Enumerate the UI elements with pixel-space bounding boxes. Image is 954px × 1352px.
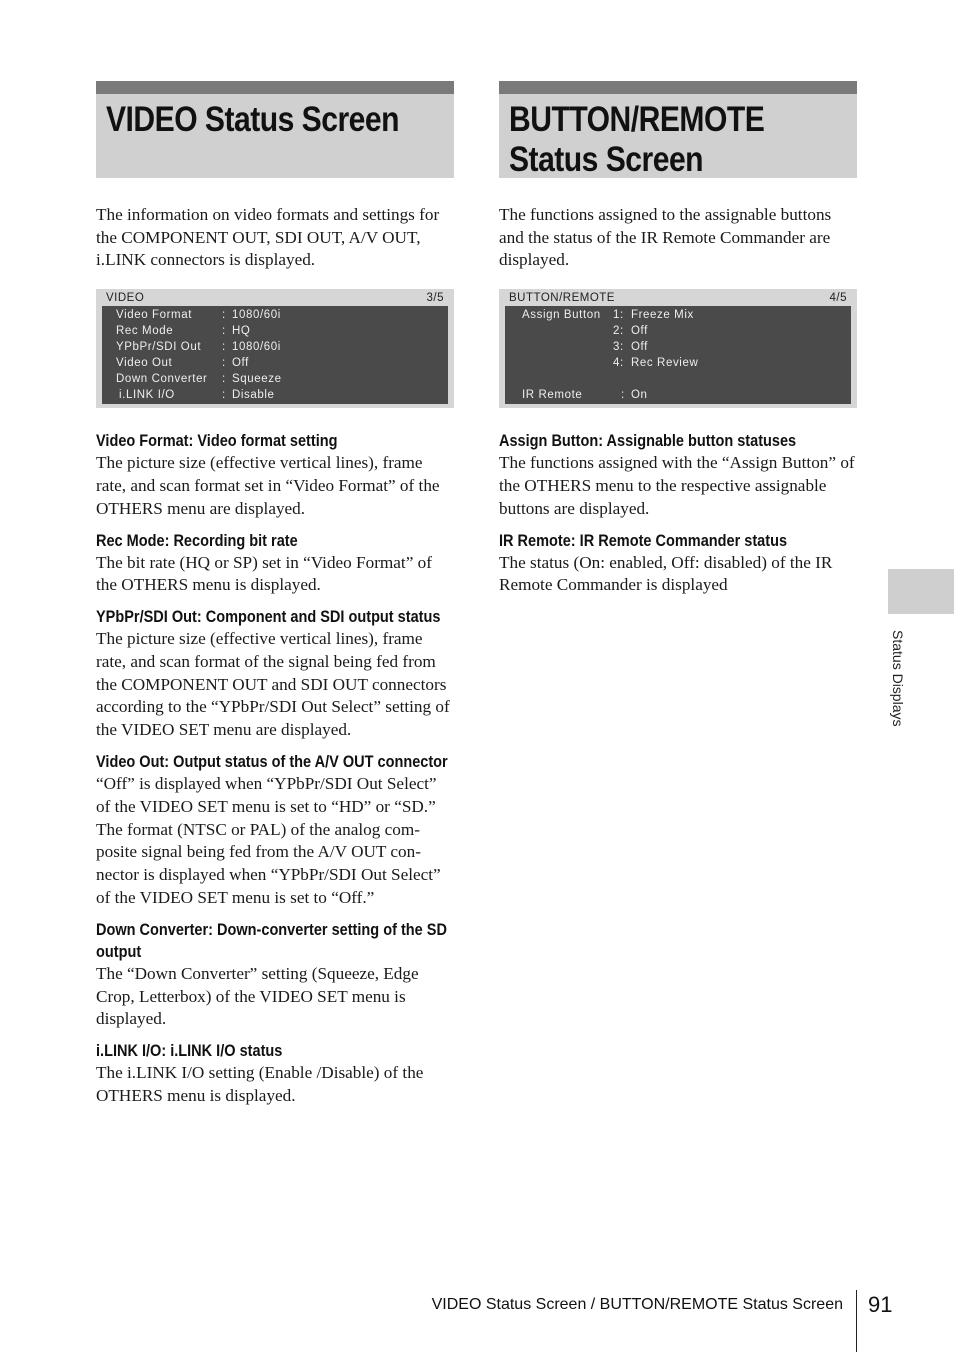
- section-assign-button: [499, 430, 857, 520]
- footer-divider: [856, 1290, 857, 1352]
- screen-row: Assign Button 1: Freeze Mix: [522, 309, 694, 322]
- page-number: 91: [868, 1292, 893, 1317]
- screen-row: 3: Off: [613, 341, 648, 354]
- screen-row: IR Remote : On: [522, 389, 648, 402]
- section-video-format: [96, 430, 454, 520]
- screen-body: [505, 306, 851, 404]
- section-heading: IR Remote: IR Remote Commander status: [499, 531, 788, 550]
- section-body: “Off” is displayed when “YPbPr/SDI Out Select” of the VIDEO SET menu is set to “HD” or “SD.” The format (NTSC or PAL) of the analog com-posite signal being fed from the A/V OUT con-nector is displayed when “YPbPr/SDI Out Select” of the VIDEO SET menu is set to “Off.”: [96, 774, 441, 908]
- section-body: The i.LINK I/O setting (Enable /Disable) of the OTHERS menu is displayed.: [96, 1063, 424, 1106]
- video-intro: The information on video formats and settings for the COMPONENT OUT, SDI OUT, A/V OUT, i.LINK connectors is displayed.: [96, 205, 440, 270]
- screen-header: [505, 291, 851, 306]
- screen-row: [505, 371, 851, 387]
- section-body: The status (On: enabled, Off: disabled) of the IR Remote Commander is displayed: [499, 552, 833, 595]
- video-status-column: [96, 81, 454, 1117]
- screen-row: YPbPr/SDI Out : 1080/60i: [116, 341, 281, 354]
- section-body: The “Down Converter” setting (Squeeze, Edge Crop, Letterbox) of the VIDEO SET menu is displayed.: [96, 963, 419, 1029]
- screen-page: 4/5: [829, 292, 847, 305]
- screen-name: VIDEO: [106, 292, 145, 305]
- button-remote-status-title: BUTTON/REMOTE Status Screen: [499, 81, 857, 178]
- screen-page: 3/5: [426, 292, 444, 305]
- chapter-side-label: Status Displays: [890, 630, 906, 727]
- screen-row: Rec Mode : HQ: [116, 325, 251, 338]
- section-ypbpr-sdi-out: [96, 606, 454, 742]
- section-heading: YPbPr/SDI Out: Component and SDI output status: [96, 608, 441, 627]
- screen-row: Video Out : Off: [116, 357, 249, 370]
- section-video-out: [96, 751, 454, 910]
- screen-row: Video Format : 1080/60i: [116, 309, 281, 322]
- section-heading: Down Converter: Down-converter setting of the SD output: [96, 920, 447, 961]
- button-remote-status-column: [499, 81, 857, 606]
- section-body: The functions assigned with the “Assign Button” of the OTHERS menu to the respective assignable buttons are displayed.: [499, 453, 855, 518]
- section-heading: Video Out: Output status of the A/V OUT connector: [96, 753, 448, 772]
- screen-header: [102, 291, 448, 306]
- section-body: The picture size (effective vertical lines), frame rate, and scan format set in “Video Format” of the OTHERS menu are displayed.: [96, 453, 440, 518]
- button-remote-intro: The functions assigned to the assignable buttons and the status of the IR Remote Commander are displayed.: [499, 205, 832, 270]
- section-heading: Assign Button: Assignable button statuses: [499, 432, 797, 451]
- section-body: The bit rate (HQ or SP) set in “Video Format” of the OTHERS menu is displayed.: [96, 552, 432, 595]
- section-ir-remote: [499, 530, 857, 598]
- screen-row: 2: Off: [613, 325, 648, 338]
- chapter-tab: [888, 569, 954, 614]
- video-status-title: VIDEO Status Screen: [96, 81, 454, 178]
- section-rec-mode: [96, 530, 454, 598]
- section-heading: i.LINK I/O: i.LINK I/O status: [96, 1042, 283, 1061]
- section-body: The picture size (effective vertical lines), frame rate, and scan format of the signal being fed from the COMPONENT OUT and SDI OUT connectors according to the “YPbPr/SDI Out Select” setting of the VIDEO SET menu are displayed.: [96, 629, 450, 740]
- button-remote-status-screen: [499, 289, 857, 408]
- section-heading: Rec Mode: Recording bit rate: [96, 531, 298, 550]
- screen-row: Down Converter : Squeeze: [116, 373, 282, 386]
- section-down-converter: [96, 919, 454, 1031]
- section-ilink-io: [96, 1040, 454, 1108]
- screen-body: [102, 306, 448, 404]
- video-status-screen: [96, 289, 454, 408]
- screen-row: i.LINK I/O : Disable: [119, 389, 275, 402]
- screen-name: BUTTON/REMOTE: [509, 292, 615, 305]
- screen-row: 4: Rec Review: [613, 357, 699, 370]
- footer-running-title: VIDEO Status Screen / BUTTON/REMOTE Status Screen: [431, 1296, 843, 1313]
- section-heading: Video Format: Video format setting: [96, 432, 338, 451]
